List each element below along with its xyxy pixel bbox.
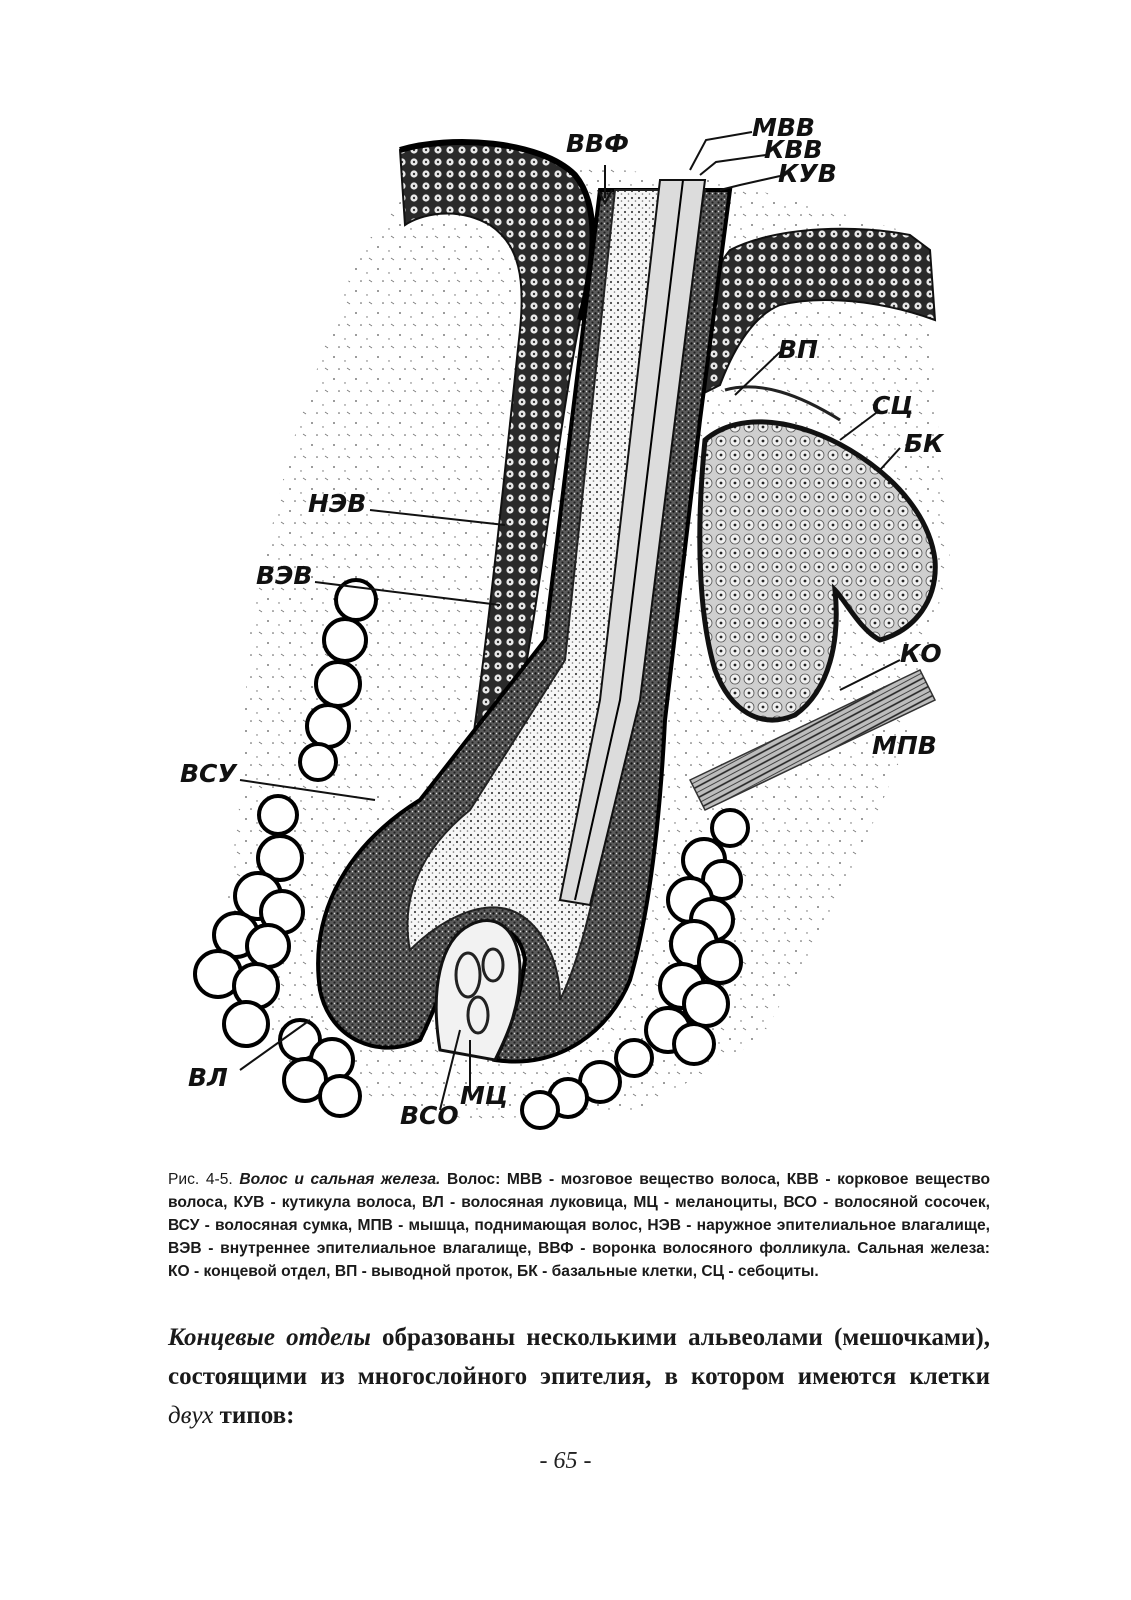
body-text-2: типов: [213,1402,295,1429]
label-ko: КО [900,639,942,668]
page-number: - 65 - [539,1448,592,1474]
label-vsu: ВСУ [180,759,237,788]
figure-caption [168,1168,990,1283]
label-vev: ВЭВ [256,561,313,590]
body-emphasis: Концевые отделы [168,1324,371,1351]
caption-title: Волос и сальная железа. [239,1171,441,1188]
label-vl: ВЛ [188,1063,228,1092]
label-mc: МЦ [460,1081,509,1110]
caption-lead: Рис. 4-5. [168,1171,233,1188]
caption-text: Волос: МВВ - мозговое вещество волоса, КВВ - корковое вещество волоса, КУВ - кутикула волоса, ВЛ - волосяная луковица, МЦ - меланоциты, ВСО - волосяной сосочек, ВСУ - волосяная сумка, МПВ - мышца, поднимающая волос, НЭВ - наружное эпителиальное влагалище, ВЭВ - внутреннее эпителиальное влагалище, ВВФ - воронка волосяного фолликула. Сальная железа: КО - концевой отдел, ВП - выводной проток, БК - базальные клетки, СЦ - себоциты. [168,1171,990,1280]
label-vp: ВП [778,335,818,364]
body-paragraph [168,1318,990,1435]
label-sc: СЦ [872,391,914,420]
label-nev: НЭВ [308,489,367,518]
label-mvv: МВВ [752,113,815,142]
body-text-1: образованы несколькими альвеолами (мешочками), состоящими из многослойного эпителия, в котором имеются клетки [168,1324,990,1390]
body-emphasis-2: двух [168,1402,214,1429]
label-kuv: КУВ [778,159,837,188]
label-vso: ВСО [400,1101,459,1130]
label-bk: БК [904,429,944,458]
label-vvf: ВВФ [566,129,629,158]
label-kvv: КВВ [764,135,823,164]
label-mpv: МПВ [872,731,937,760]
